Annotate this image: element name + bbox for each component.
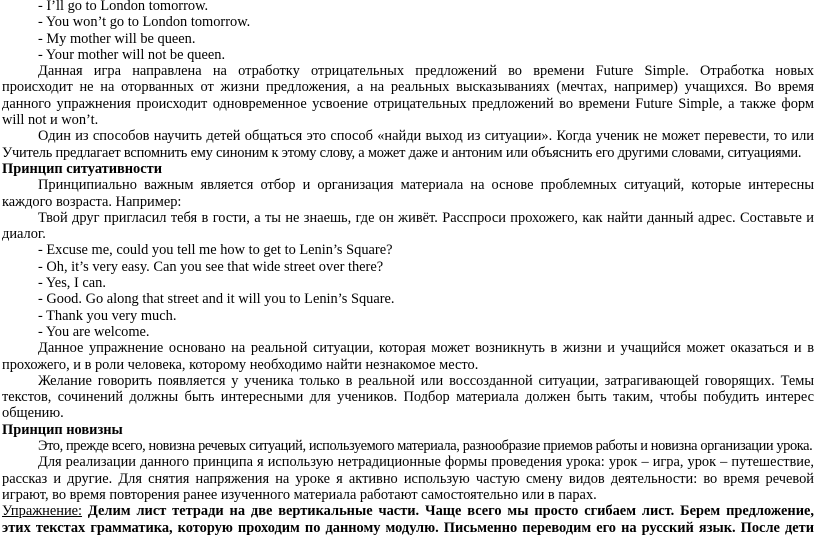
exercise-label: Упражнение: [2, 503, 83, 520]
paragraph-line: Данное упражнение основано на реальной ситуации, которая может возникнуть в жизни и учащийся может оказаться и в [38, 340, 814, 357]
example-line: - My mother will be queen. [38, 30, 196, 47]
dialog-line: - Thank you very much. [38, 307, 177, 324]
example-line: - I’ll go to London tomorrow. [38, 0, 209, 14]
paragraph-line: Учитель предлагает вспомнить ему синоним к этому слову, а может даже и антоним или объяснить его другими словами, ситуациями. [2, 144, 802, 161]
paragraph-line: текстов, сочинений должны быть интересными для учеников. Подбор материала должен быть таким, чтобы побудить интерес [2, 389, 814, 406]
exercise-line [2, 503, 814, 519]
example-line: - Your mother will not be queen. [38, 46, 226, 63]
section-heading: Принцип новизны [2, 421, 123, 438]
paragraph-line: Желание говорить появляется у ученика только в реальной или воссозданной ситуации, затрагивающей говорящих. Темы [38, 372, 814, 389]
paragraph-line: рассказ и другие. Для снятия напряжения на уроке я активно использую частую смену видов деятельности: во время речевой [2, 470, 814, 487]
paragraph-line: происходит не на оторванных от жизни предложения, а на реальных высказываниях (мечтах, например) учащихся. Во время [2, 79, 814, 96]
dialog-line: - Oh, it’s very easy. Can you see that wide street over there? [38, 258, 384, 275]
paragraph-line: Принципиально важным является отбор и организация материала на основе проблемных ситуаций, которые интересны [38, 177, 814, 194]
paragraph-line: играют, во время повторения ранее изученного материала работают самостоятельно или в парах. [2, 486, 597, 503]
paragraph-line: Это, прежде всего, новизна речевых ситуаций, используемого материала, разнообразие приемов работы и новизна организации урока. [38, 438, 813, 455]
dialog-line: - You are welcome. [38, 323, 150, 340]
paragraph-line: каждого возраста. Например: [2, 193, 182, 210]
dialog-line: - Good. Go along that street and it will you to Lenin’s Square. [38, 291, 395, 308]
example-line: - You won’t go to London tomorrow. [38, 14, 251, 31]
paragraph-line: прохожего, и в роли человека, которому необходимо найти незнакомое место. [2, 356, 479, 373]
paragraph-line: диалог. [2, 226, 46, 243]
document-page [2, 0, 814, 536]
paragraph-line: Данная игра направлена на отработку отрицательных предложений во времени Future Simple. Отработка новых [38, 63, 814, 80]
dialog-line: - Excuse me, could you tell me how to get to Lenin’s Square? [38, 242, 393, 259]
paragraph-line: общению. [2, 405, 64, 422]
paragraph-line: will not и won’t. [2, 112, 99, 129]
exercise-line: этих текстах грамматика, которую проходим по данному модулю. Письменно переводим его на русский язык. После дети [2, 519, 814, 536]
paragraph-line: Твой друг пригласил тебя в гости, а ты не знаешь, где он живёт. Расспроси прохожего, как найти данный адрес. Составьте и [38, 209, 814, 226]
exercise-text: Делим лист тетради на две вертикальные части. Чаще всего мы просто сгибаем лист. Берем предложение, [87, 503, 814, 520]
paragraph-line: Один из способов научить детей общаться это способ «найди выход из ситуации». Когда ученик не может перевести, то или [38, 128, 814, 145]
dialog-line: - Yes, I can. [38, 275, 106, 292]
section-heading: Принцип ситуативности [2, 160, 163, 177]
paragraph-line: данного упражнения происходит одновременное усвоение отрицательных предложений во времени Future Simple, а также форм [2, 95, 814, 112]
paragraph-line: Для реализации данного принципа я использую нетрадиционные формы проведения урока: урок – игра, урок – путешествие, [38, 454, 814, 471]
